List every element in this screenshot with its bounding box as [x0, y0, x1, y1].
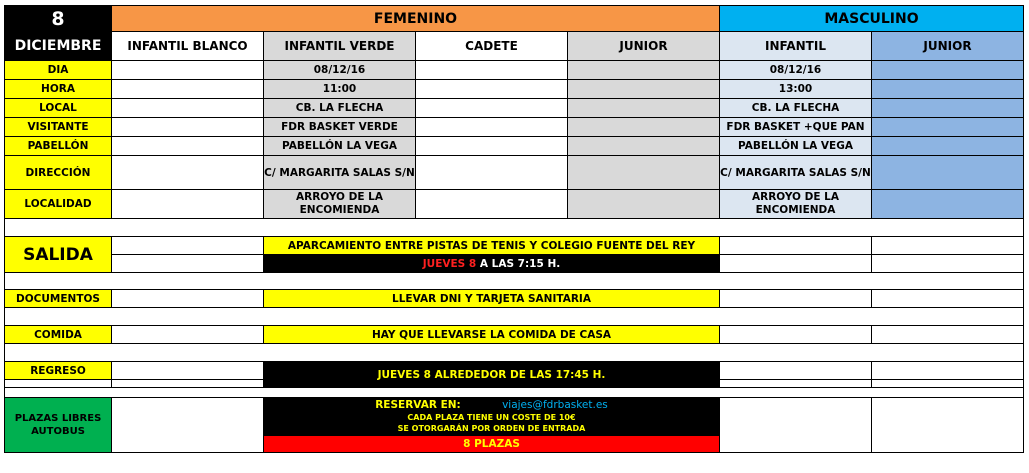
spacer-row — [5, 219, 1024, 237]
cell-empty — [872, 326, 1024, 344]
row-label-visitante: VISITANTE — [5, 118, 112, 137]
cell-empty — [568, 80, 720, 99]
plazas-reservar: RESERVAR EN: — [375, 399, 461, 411]
cell-empty — [112, 80, 264, 99]
cell-pabellon-infantil-masc: PABELLÓN LA VEGA — [720, 137, 872, 156]
cell-empty — [112, 190, 264, 219]
category-infantil-blanco: INFANTIL BLANCO — [112, 32, 264, 61]
group-masculino: MASCULINO — [720, 6, 1024, 32]
cell-empty — [416, 61, 568, 80]
cell-empty — [720, 255, 872, 273]
cell-empty — [872, 380, 1024, 388]
cell-localidad-infantil-masc: ARROYO DE LA ENCOMIENDA — [720, 190, 872, 219]
cell-empty — [568, 137, 720, 156]
cell-empty — [112, 326, 264, 344]
cell-empty — [872, 398, 1024, 453]
row-label-localidad: LOCALIDAD — [5, 190, 112, 219]
salida-place: APARCAMIENTO ENTRE PISTAS DE TENIS Y COLEGIO FUENTE DEL REY — [264, 237, 720, 255]
cell-empty — [872, 362, 1024, 380]
cell-dia-infantil-masc: 08/12/16 — [720, 61, 872, 80]
cell-hora-infantil-verde: 11:00 — [264, 80, 416, 99]
row-label-pabellon: PABELLÓN — [5, 137, 112, 156]
cell-visitante-infantil-masc: FDR BASKET +QUE PAN — [720, 118, 872, 137]
spacer-row — [5, 308, 1024, 326]
cell-empty — [720, 237, 872, 255]
plazas-email-link[interactable]: viajes@fdrbasket.es — [502, 399, 608, 411]
cell-empty — [416, 80, 568, 99]
row-label-plazas: PLAZAS LIBRES AUTOBUS — [5, 398, 112, 453]
spacer-row — [5, 273, 1024, 290]
cell-dia-infantil-verde: 08/12/16 — [264, 61, 416, 80]
row-label-dia: DIA — [5, 61, 112, 80]
cell-empty — [568, 156, 720, 190]
row-label-salida: SALIDA — [5, 237, 112, 273]
date-month: DICIEMBRE — [5, 32, 112, 61]
cell-empty — [112, 362, 264, 380]
cell-empty — [872, 290, 1024, 308]
salida-time — [264, 255, 720, 273]
cell-empty — [872, 237, 1024, 255]
cell-hora-infantil-masc: 13:00 — [720, 80, 872, 99]
cell-empty — [872, 137, 1024, 156]
comida-text: HAY QUE LLEVARSE LA COMIDA DE CASA — [264, 326, 720, 344]
spacer-row — [5, 344, 1024, 362]
cell-empty — [112, 380, 264, 388]
category-junior-fem: JUNIOR — [568, 32, 720, 61]
category-infantil-masc: INFANTIL — [720, 32, 872, 61]
cell-visitante-infantil-verde: FDR BASKET VERDE — [264, 118, 416, 137]
cell-empty — [872, 61, 1024, 80]
cell-empty — [568, 61, 720, 80]
cell-empty — [112, 290, 264, 308]
cell-empty — [112, 398, 264, 453]
cell-local-infantil-masc: CB. LA FLECHA — [720, 99, 872, 118]
plazas-info — [264, 398, 720, 436]
plazas-orden: SE OTORGARÁN POR ORDEN DE ENTRADA — [397, 424, 586, 433]
cell-pabellon-infantil-verde: PABELLÓN LA VEGA — [264, 137, 416, 156]
cell-empty — [112, 255, 264, 273]
row-label-hora: HORA — [5, 80, 112, 99]
row-label-direccion: DIRECCIÓN — [5, 156, 112, 190]
cell-empty — [416, 118, 568, 137]
date-day: 8 — [5, 6, 112, 32]
cell-empty — [720, 290, 872, 308]
cell-empty — [872, 190, 1024, 219]
cell-empty — [112, 61, 264, 80]
cell-empty — [720, 326, 872, 344]
cell-empty — [568, 99, 720, 118]
category-infantil-verde: INFANTIL VERDE — [264, 32, 416, 61]
spacer-row — [5, 388, 1024, 398]
cell-empty — [872, 255, 1024, 273]
regreso-text: JUEVES 8 ALREDEDOR DE LAS 17:45 H. — [264, 362, 720, 388]
documentos-text: LLEVAR DNI Y TARJETA SANITARIA — [264, 290, 720, 308]
plazas-coste: CADA PLAZA TIENE UN COSTE DE 10€ — [407, 413, 576, 422]
category-cadete: CADETE — [416, 32, 568, 61]
row-label-documentos: DOCUMENTOS — [5, 290, 112, 308]
cell-localidad-infantil-verde: ARROYO DE LA ENCOMIENDA — [264, 190, 416, 219]
cell-empty — [416, 156, 568, 190]
cell-direccion-infantil-masc: C/ MARGARITA SALAS S/N — [720, 156, 872, 190]
row-label-comida: COMIDA — [5, 326, 112, 344]
cell-empty — [872, 80, 1024, 99]
category-junior-masc: JUNIOR — [872, 32, 1024, 61]
group-femenino: FEMENINO — [112, 6, 720, 32]
cell-empty — [720, 380, 872, 388]
cell-empty — [112, 137, 264, 156]
cell-empty — [872, 156, 1024, 190]
cell-empty — [112, 156, 264, 190]
cell-empty — [872, 118, 1024, 137]
cell-direccion-infantil-verde: C/ MARGARITA SALAS S/N — [264, 156, 416, 190]
row-label-regreso: REGRESO — [5, 362, 112, 380]
salida-hour: A LAS 7:15 H. — [476, 257, 561, 270]
cell-empty — [112, 118, 264, 137]
plazas-count: 8 PLAZAS — [264, 436, 720, 453]
cell-empty — [872, 99, 1024, 118]
cell-local-infantil-verde: CB. LA FLECHA — [264, 99, 416, 118]
cell-empty — [416, 190, 568, 219]
schedule-table — [4, 5, 1024, 453]
plazas-reservar-line — [264, 399, 719, 412]
cell-empty — [720, 398, 872, 453]
cell-empty — [568, 118, 720, 137]
cell-empty — [720, 362, 872, 380]
cell-empty — [568, 190, 720, 219]
salida-day: JUEVES 8 — [422, 257, 477, 270]
cell-empty — [112, 237, 264, 255]
cell-empty — [112, 99, 264, 118]
row-label-local: LOCAL — [5, 99, 112, 118]
cell-empty — [416, 137, 568, 156]
cell-empty — [5, 380, 112, 388]
cell-empty — [416, 99, 568, 118]
